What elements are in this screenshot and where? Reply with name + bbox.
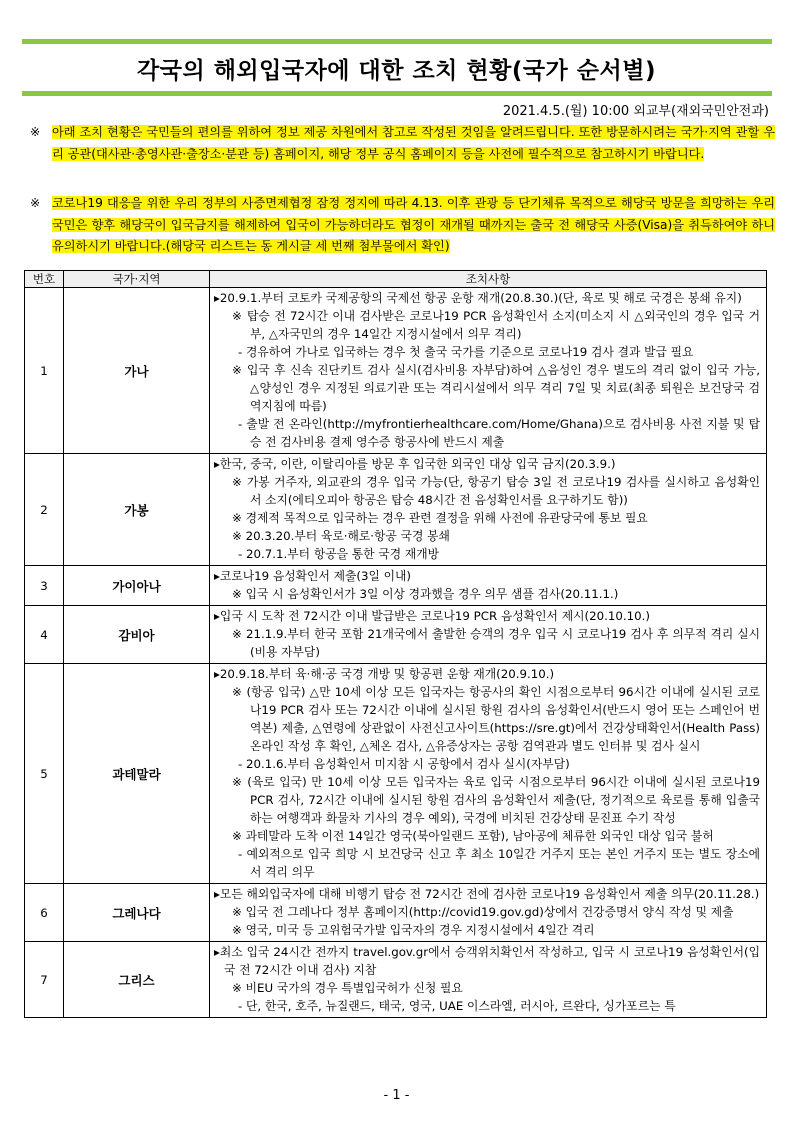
notice-2-text: 코로나19 대응을 위한 우리 정부의 사증면제협정 잠정 정지에 따라 4.13. 이후 관광 등 단기체류 목적으로 해당국 방문을 희망하는 우리 국민은 향후 해당국이 입국금지를 해제하여 입국이 가능하더라도 협정이 재개될 때까지는 출국 전 해당국 사증(Visa)을 취득하여야 하니 유의하시기 바랍니다.(해당국 리스트는 동 게시글 세 번째 첨부물에서 확인): [52, 196, 775, 253]
country-name: 가나: [64, 288, 210, 454]
notice-1-text: 아래 조치 현황은 국민들의 편의를 위하여 정보 제공 차원에서 참고로 작성된 것임을 알려드립니다. 또한 방문하시려는 국가·지역 관할 우리 공관(대사관·총영사관·출장소·분관 등) 홈페이지, 해당 정부 공식 홈페이지 등을 사전에 필수적으로 참고하시기 바랍니다.: [52, 125, 775, 161]
measures-cell: [210, 454, 767, 566]
header-number: 번호: [25, 271, 64, 288]
measure-line: ▸20.9.1.부터 코토카 국제공항의 국제선 항공 운항 재개(20.8.30.)(단, 육로 및 해로 국경은 봉쇄 유지): [214, 291, 742, 305]
country-name: 그리스: [64, 942, 210, 1018]
measures-table: [24, 270, 767, 1018]
measure-line: ※ 탑승 전 72시간 이내 검사받은 코로나19 PCR 음성확인서 소지(미소지 시 △외국인의 경우 입국 거부, △자국민의 경우 14일간 지정시설에서 의무 격리): [232, 309, 760, 341]
measure-line: ※ 입국 시 음성확인서가 3일 이상 경과했을 경우 의무 샘플 검사(20.11.1.): [232, 587, 619, 601]
measure-line: ※ 비EU 국가의 경우 특별입국허가 신청 필요: [232, 981, 463, 995]
notice-1: [30, 122, 775, 165]
page-title: 각국의 해외입국자에 대한 조치 현황(국가 순서별): [137, 58, 656, 84]
table-row: [25, 664, 767, 884]
country-name: 감비아: [64, 606, 210, 664]
country-name: 가이아나: [64, 566, 210, 606]
header-measures: 조치사항: [210, 271, 767, 288]
measure-line: ※ 가봉 거주자, 외교관의 경우 입국 가능(단, 항공기 탑승 3일 전 코로나19 검사를 실시하고 음성확인서 소지(에티오피아 항공은 탑승 48시간 전 음성확인서를 요구하기도 함)): [232, 475, 760, 507]
measure-line: ※ 과테말라 도착 이전 14일간 영국(북아일랜드 포함), 남아공에 체류한 외국인 대상 입국 불허: [232, 829, 714, 843]
table-row: [25, 288, 767, 454]
measure-line: - 출발 전 온라인(http://myfrontierhealthcare.com/Home/Ghana)으로 검사비용 사전 지불 및 탑승 전 검사비용 결제 영수증 항공사에 반드시 제출: [238, 417, 760, 449]
table-row: [25, 942, 767, 1018]
row-number: 1: [25, 288, 64, 454]
measure-line: ※ (항공 입국) △만 10세 이상 모든 입국자는 항공사의 확인 시점으로부터 96시간 이내에 실시된 코로나19 PCR 검사 또는 72시간 이내에 실시된 항원 검사의 음성확인서(반드시 영어 또는 스페인어 번역본) 제출, △연령에 상관없이 사전신고사이트(https://sre.gt)에서 건강상태확인서(Health Pass) 온라인 작성 후 확인, △체온 검사, △유증상자는 공항 검역관과 별도 인터뷰 및 검사 실시: [232, 685, 760, 753]
row-number: 2: [25, 454, 64, 566]
header-country: 국가·지역: [64, 271, 210, 288]
measure-line: - 경유하여 가나로 입국하는 경우 첫 출국 국가를 기준으로 코로나19 검사 결과 발급 필요: [238, 345, 694, 359]
measure-line: - 단, 한국, 호주, 뉴질랜드, 태국, 영국, UAE 이스라엘, 러시아, 르완다, 싱가포르는 특: [238, 999, 676, 1013]
row-number: 5: [25, 664, 64, 884]
measures-cell: [210, 664, 767, 884]
measure-line: ▸코로나19 음성확인서 제출(3일 이내): [214, 569, 412, 583]
table-row: [25, 606, 767, 664]
measure-line: ※ 20.3.20.부터 육로·해로·항공 국경 봉쇄: [232, 529, 450, 543]
page-number: - 1 -: [383, 1088, 410, 1103]
measure-line: ▸입국 시 도착 전 72시간 이내 발급받은 코로나19 PCR 음성확인서 제시(20.10.10.): [214, 609, 650, 623]
reference-mark-icon: ※: [30, 125, 41, 139]
table-header-row: [25, 271, 767, 288]
reference-mark-icon: ※: [30, 196, 41, 210]
measure-line: ※ 영국, 미국 등 고위험국가발 입국자의 경우 지정시설에서 4일간 격리: [232, 923, 595, 937]
measures-cell: [210, 566, 767, 606]
measure-line: ※ 경제적 목적으로 입국하는 경우 관련 결정을 위해 사전에 유관당국에 통보 필요: [232, 511, 648, 525]
measure-line: ※ 입국 전 그레나다 정부 홈페이지(http://covid19.gov.gd)상에서 건강증명서 양식 작성 및 제출: [232, 905, 734, 919]
table-row: [25, 566, 767, 606]
country-name: 과테말라: [64, 664, 210, 884]
measure-line: - 20.1.6.부터 음성확인서 미지참 시 공항에서 검사 실시(자부담): [238, 757, 570, 771]
measures-cell: [210, 288, 767, 454]
measure-line: - 20.7.1.부터 항공을 통한 국경 재개방: [238, 547, 440, 561]
measure-line: ※ 입국 후 신속 진단키트 검사 실시(검사비용 자부담)하여 △음성인 경우 별도의 격리 없이 입국 가능, △양성인 경우 지정된 의료기관 또는 격리시설에서 의무 격리 7일 및 치료(최종 퇴원은 보건당국 검역지침에 따름): [232, 363, 760, 413]
notice-2: [30, 193, 775, 258]
measure-line: ▸최소 입국 24시간 전까지 travel.gov.gr에서 승객위치확인서 작성하고, 입국 시 코로나19 음성확인서(입국 전 72시간 이내 검사) 지참: [214, 945, 760, 977]
measure-line: ▸모든 해외입국자에 대해 비행기 탑승 전 72시간 전에 검사한 코로나19 음성확인서 제출 의무(20.11.28.): [214, 887, 760, 901]
row-number: 4: [25, 606, 64, 664]
row-number: 3: [25, 566, 64, 606]
measures-cell: [210, 942, 767, 1018]
measure-line: - 예외적으로 입국 희망 시 보건당국 신고 후 최소 10일간 거주지 또는 본인 거주지 또는 별도 장소에서 격리 의무: [238, 847, 760, 879]
measure-line: ▸20.9.18.부터 육·해·공 국경 개방 및 항공편 운항 재개(20.9.10.): [214, 667, 555, 681]
measure-line: ※ (육로 입국) 만 10세 이상 모든 입국자는 육로 입국 시점으로부터 96시간 이내에 실시된 코로나19 PCR 검사, 72시간 이내에 실시된 항원 검사의 음성확인서 제출(단, 정기적으로 육로를 통해 입출국하는 여행객과 화물차 기사의 경우 예외), 국경에 비치된 건강상태 문진표 수기 작성: [232, 775, 760, 825]
measures-cell: [210, 606, 767, 664]
country-name: 그레나다: [64, 884, 210, 942]
dateline: 2021.4.5.(월) 10:00 외교부(재외국민안전과): [502, 104, 769, 119]
row-number: 6: [25, 884, 64, 942]
row-number: 7: [25, 942, 64, 1018]
measure-line: ※ 21.1.9.부터 한국 포함 21개국에서 출발한 승객의 경우 입국 시 코로나19 검사 후 의무적 격리 실시(비용 자부담): [232, 627, 760, 659]
title-top-rule: [22, 39, 772, 44]
measure-line: ▸한국, 중국, 이란, 이탈리아를 방문 후 입국한 외국인 대상 입국 금지(20.3.9.): [214, 457, 616, 471]
title-bottom-rule: [22, 91, 772, 96]
table-row: [25, 454, 767, 566]
table-row: [25, 884, 767, 942]
country-name: 가봉: [64, 454, 210, 566]
measures-cell: [210, 884, 767, 942]
